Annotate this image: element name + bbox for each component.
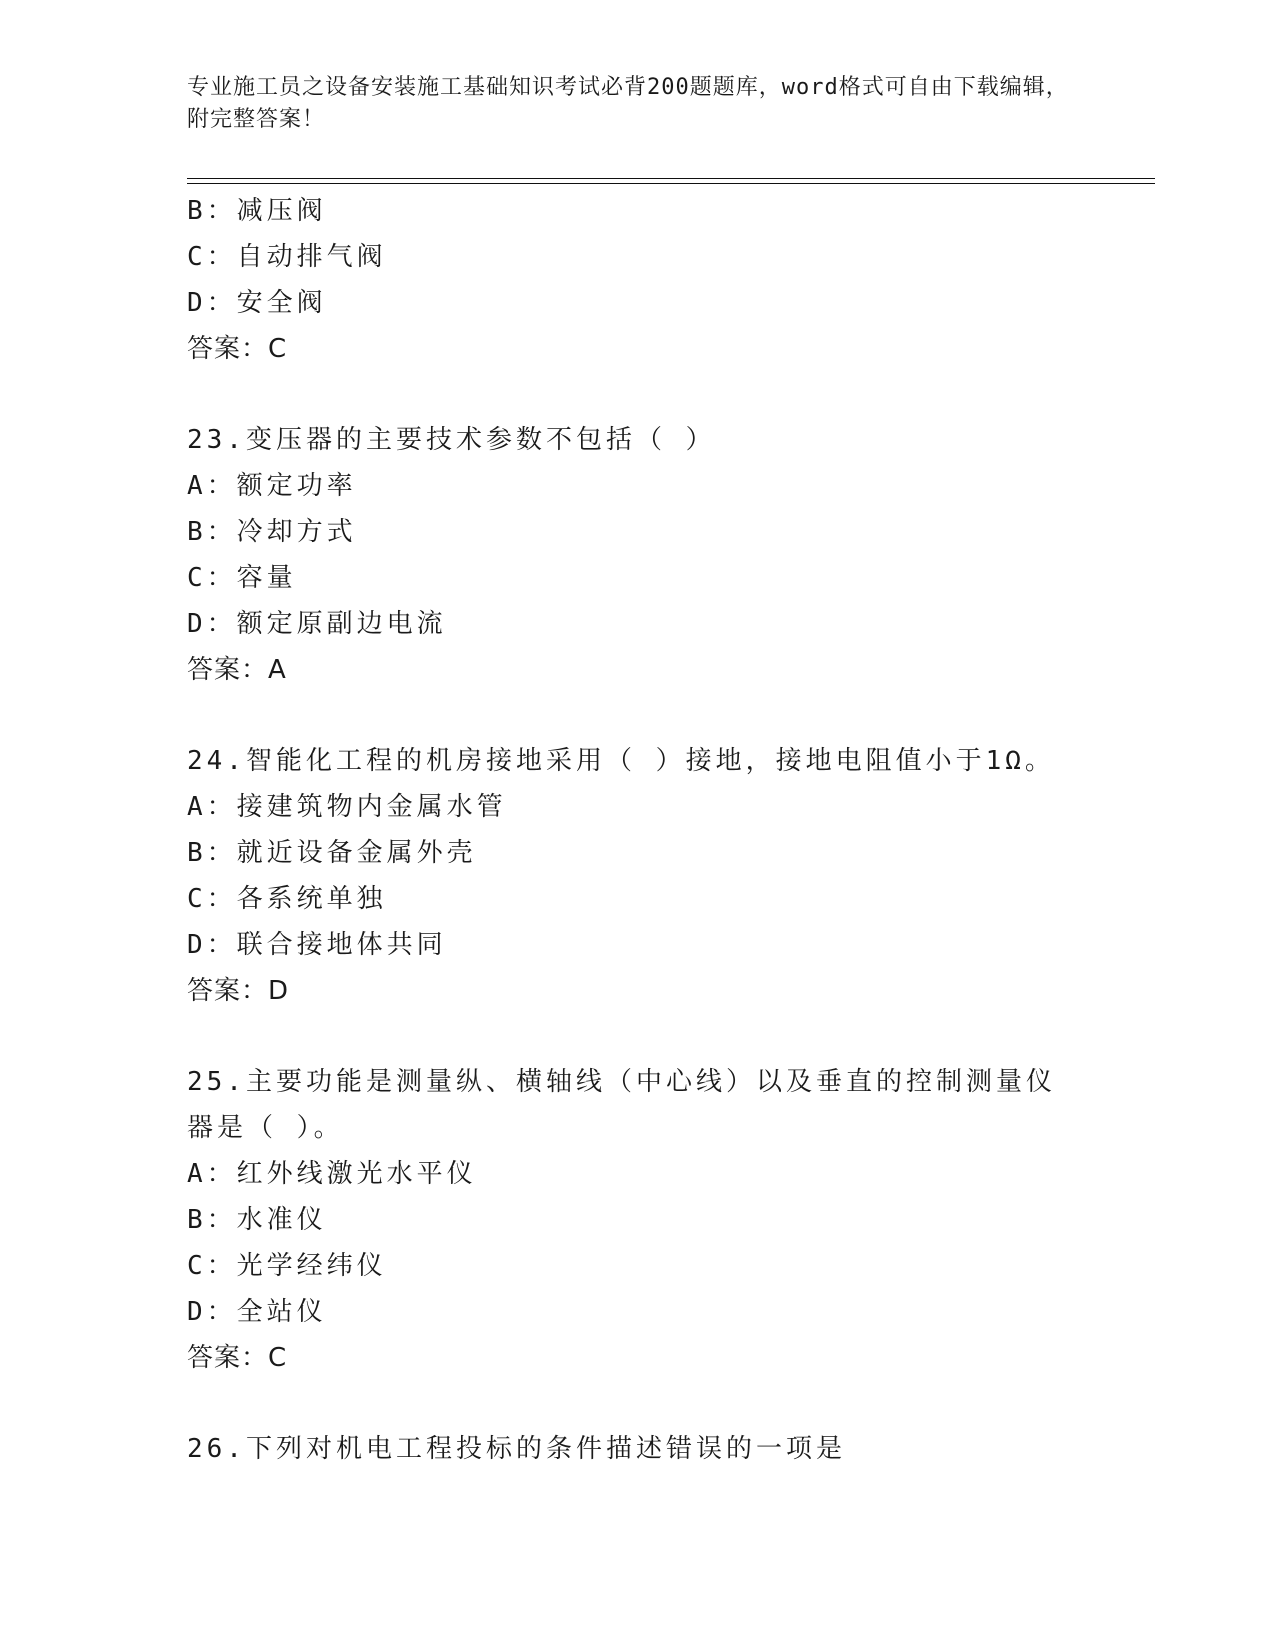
option-c: C：光学经纬仪 xyxy=(187,1251,387,1281)
answer-line: 答案：C xyxy=(187,334,288,364)
header-rule-top xyxy=(187,178,1155,179)
option-a: A：红外线激光水平仪 xyxy=(187,1159,477,1189)
option-d: D：联合接地体共同 xyxy=(187,930,447,960)
option-b: B：就近设备金属外壳 xyxy=(187,838,477,868)
answer-line: 答案：C xyxy=(187,1343,288,1373)
option-d: D：安全阀 xyxy=(187,288,327,318)
question-list xyxy=(187,188,1147,1472)
question-text: 24.智能化工程的机房接地采用（ ）接地，接地电阻值小于1Ω。 xyxy=(187,746,1055,776)
option-c: C：各系统单独 xyxy=(187,884,387,914)
option-c: C：自动排气阀 xyxy=(187,242,387,272)
header-rule-bottom xyxy=(187,183,1155,184)
option-b: B：水准仪 xyxy=(187,1205,327,1235)
question-block xyxy=(187,1426,1147,1472)
question-text: 23.变压器的主要技术参数不包括（ ） xyxy=(187,425,716,455)
question-block xyxy=(187,417,1147,693)
block-spacer xyxy=(187,372,1147,417)
block-spacer xyxy=(187,1381,1147,1426)
answer-line: 答案：D xyxy=(187,976,290,1006)
option-d: D：全站仪 xyxy=(187,1297,327,1327)
page-header xyxy=(187,72,1087,136)
question-block xyxy=(187,188,1147,372)
question-text: 26.下列对机电工程投标的条件描述错误的一项是 xyxy=(187,1434,846,1464)
block-spacer xyxy=(187,693,1147,738)
option-a: A：额定功率 xyxy=(187,471,357,501)
option-b: B：减压阀 xyxy=(187,196,327,226)
option-d: D：额定原副边电流 xyxy=(187,609,447,639)
option-c: C：容量 xyxy=(187,563,297,593)
question-text: 25.主要功能是测量纵、横轴线（中心线）以及垂直的控制测量仪器是（ ）。 xyxy=(187,1067,1056,1143)
block-spacer xyxy=(187,1014,1147,1059)
answer-line: 答案：A xyxy=(187,655,287,685)
question-block xyxy=(187,738,1147,1014)
option-b: B：冷却方式 xyxy=(187,517,357,547)
question-block xyxy=(187,1059,1147,1381)
option-a: A：接建筑物内金属水管 xyxy=(187,792,507,822)
header-title: 专业施工员之设备安装施工基础知识考试必背200题题库，word格式可自由下载编辑，附完整答案！ xyxy=(187,75,1069,132)
